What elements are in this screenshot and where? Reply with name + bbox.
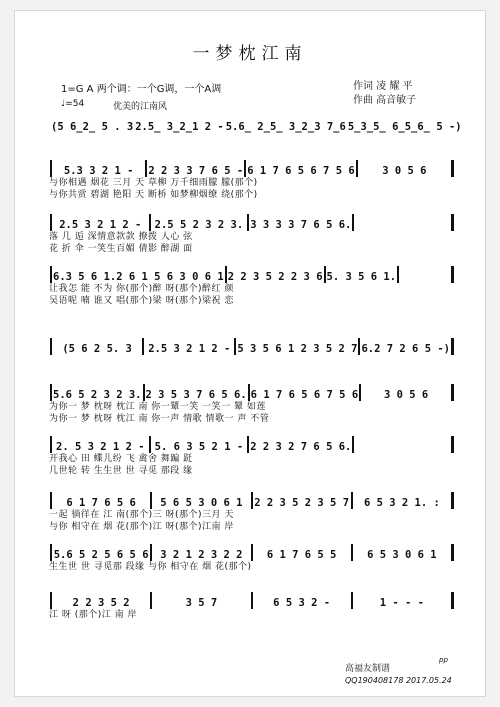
score-row: [49, 439, 455, 477]
barline: [352, 436, 354, 453]
barline: [50, 384, 52, 401]
measure: 2.5 3 2 1 2 -: [148, 343, 231, 355]
lyric-line: 花 折 伞 一笑生百媚 倩影 醉湖 面: [49, 244, 193, 254]
barline: [451, 384, 454, 401]
barline: [143, 384, 145, 401]
notation-line: [49, 269, 455, 283]
lyric-line: 为你一 梦 枕呀 枕江 南 你一声 情歌 情歌一 声 不管: [49, 414, 270, 424]
barline: [351, 544, 353, 561]
barline: [244, 160, 246, 177]
measure: 6 5 3 0 6 1: [367, 549, 437, 561]
lyric-line: 开我心 田 蝶儿纷 飞 禽舍 舞蹁 跹: [49, 454, 193, 464]
barline: [50, 338, 52, 355]
barline: [149, 214, 151, 231]
lyric-line: 与你相遇 烟花 三月 天 草柳 万千细雨朦 朦(那个): [49, 178, 258, 188]
lyric-line: 为你一 梦 枕呀 枕江 南 你一颦一笑 一笑一 颦 如莲: [49, 402, 266, 412]
barline: [50, 266, 52, 283]
barline: [359, 384, 361, 401]
barline: [451, 492, 454, 509]
measure: 2. 5 3 2 1 2 -: [56, 441, 145, 453]
lyric-line: 一起 徜徉在 江 南(那个)三 呀(那个)三月 天: [49, 510, 234, 520]
barline: [150, 492, 152, 509]
measure: 3 3 3 3 7 6 5 6.: [250, 219, 352, 231]
barline: [397, 266, 399, 283]
measure: 2 2 3 5 2: [72, 597, 130, 609]
barline: [149, 436, 151, 453]
barline: [50, 160, 52, 177]
lyricist: 作词 凌 耀 平: [353, 81, 413, 92]
barline: [225, 266, 227, 283]
lyric-line: 与你 相守在 烟 花(那个)江 呀(那个)江南 岸: [49, 522, 234, 532]
tempo-marking: ♩=54: [61, 99, 85, 109]
score-row: [49, 217, 455, 255]
score-row: [49, 387, 455, 425]
notation-line: [49, 439, 455, 453]
barline: [50, 492, 52, 509]
measure: 5.6 5 2 5 6 5 6: [53, 549, 149, 561]
measure: (5 6 2 5. 3: [62, 343, 132, 355]
measure: 5.6̲ 2̲5̲ 3̲2̲3 7̲6: [225, 121, 346, 133]
style-note: 优美的江南风: [113, 102, 168, 112]
barline: [248, 384, 250, 401]
score-row: [49, 547, 455, 573]
barline: [251, 592, 253, 609]
barline: [358, 338, 360, 355]
measure: 6 1 7 6 5 6 7 5 6: [247, 165, 355, 177]
barline: [142, 338, 144, 355]
barline: [50, 436, 52, 453]
barline: [234, 338, 236, 355]
measure: 3 2 1 2 3 2 2: [160, 549, 243, 561]
dynamic-marking: pp: [439, 656, 448, 664]
barline: [356, 160, 358, 177]
measure: 3 0 5 6: [383, 389, 429, 401]
barline: [251, 544, 253, 561]
score-row: [49, 341, 455, 355]
barline: [451, 160, 454, 177]
measure: 6 1 7 6 5 5: [266, 549, 337, 561]
barline: [247, 214, 249, 231]
measure: 3 5 7: [185, 597, 218, 609]
barline: [451, 338, 454, 355]
barline: [50, 592, 52, 609]
measure: 2 2 3 5 2 2 3 6: [227, 271, 323, 283]
measure: 3 0 5 6: [382, 165, 427, 177]
notation-line: [49, 547, 455, 561]
lyric-line: 与你共赏 碧湖 艳阳 天 断桥 如梦柳烟缭 绕(那个): [49, 190, 258, 200]
transcriber: 高福友制谱: [345, 664, 391, 674]
measure: 6 5 3 2 1. :: [363, 497, 440, 509]
barline: [352, 214, 354, 231]
key-signature: 1=G A 两个调：一个G调，一个A调: [61, 84, 222, 95]
barline: [145, 160, 147, 177]
barline: [324, 266, 326, 283]
lyric-line: 让我怎 能 不为 你(那个)醉 呀(那个)醉红 颜: [49, 284, 234, 294]
measure: 5̲3̲5̲ 6̲5̲6̲ 5 -): [347, 121, 462, 133]
measure: (5 6̲2̲ 5 . 3: [51, 121, 134, 133]
barline: [451, 214, 454, 231]
measure: 6 5 3 2 -: [273, 597, 331, 609]
lyric-line: 江 呀 (那个)江 南 岸: [49, 610, 137, 620]
score-row: [49, 269, 455, 307]
measure: 2 2 3 5 2 3 5 7: [254, 497, 350, 509]
credits: [353, 80, 416, 108]
measure: 2 2 3 3 7 6 5 -: [148, 165, 244, 177]
lyric-line: 落 几 逅 深情意款款 撩拨 人心 弦: [49, 232, 193, 242]
sheet-page: [14, 10, 486, 697]
barline: [251, 492, 253, 509]
measure: 2 2 3 2 7 6 5 6.: [250, 441, 352, 453]
notation-line: [49, 495, 455, 509]
barline: [150, 592, 152, 609]
barline: [50, 214, 52, 231]
barline: [150, 544, 152, 561]
footer: [345, 663, 452, 687]
score-row: [49, 119, 462, 133]
barline: [451, 266, 454, 283]
lyric-line: 几世轮 转 生生世 世 寻觅 那段 缘: [49, 466, 193, 476]
notation-line: [49, 595, 455, 609]
measure: 5 6 5 3 0 6 1: [160, 497, 243, 509]
measure: 6 1 7 6 5 6 7 5 6: [250, 389, 359, 401]
notation-line: [49, 341, 455, 355]
measure: 2.5 3 2 1 2 -: [59, 219, 142, 231]
score-row: [49, 595, 455, 621]
notation-line: [49, 387, 455, 401]
measure: 6 1 7 6 5 6: [66, 497, 136, 509]
barline: [451, 544, 454, 561]
lyric-line: 生生世 世 寻觅那 段缘 与你 相守在 烟 花(那个): [49, 562, 252, 572]
notation-line: [49, 119, 462, 133]
measure: 5 3 5 6 1 2 3 5 2 7: [237, 343, 358, 355]
score-row: [49, 163, 455, 201]
composer: 作曲 高音敏子: [353, 95, 417, 106]
measure: 6.3 5 6 1.2 6 1 5 6 3 0 6 1: [53, 271, 224, 283]
barline: [247, 436, 249, 453]
notation-line: [49, 163, 455, 177]
barline: [451, 436, 454, 453]
notation-line: [49, 217, 455, 231]
song-title: 一梦枕江南: [192, 44, 308, 64]
lyric-line: 吴语呢 喃 谁又 唱(那个)梁 呀(那个)梁祝 恋: [49, 296, 234, 306]
measure: 5.3 3 2 1 -: [63, 165, 134, 177]
score-row: [49, 495, 455, 533]
measure: 5. 6 3 5 2 1 -: [154, 441, 244, 453]
footer-code-date: QQ190408178 2017.05.24: [345, 676, 452, 685]
measure: 2 3 5 3 7 6 5 6.: [145, 389, 247, 401]
measure: 6.2 7 2 6 5 -): [361, 343, 450, 355]
measure: 5. 3 5 6 1.: [326, 271, 397, 283]
measure: 2.5̲ 3̲2̲1 2 -: [135, 121, 224, 133]
barline: [451, 592, 454, 609]
measure: 2.5 5 2 3 2 3.: [154, 219, 244, 231]
barline: [351, 492, 353, 509]
barline: [50, 544, 52, 561]
barline: [351, 592, 353, 609]
measure: 5.6 5 2 3 2 3.: [53, 389, 142, 401]
measure: 1 - - -: [379, 597, 424, 609]
